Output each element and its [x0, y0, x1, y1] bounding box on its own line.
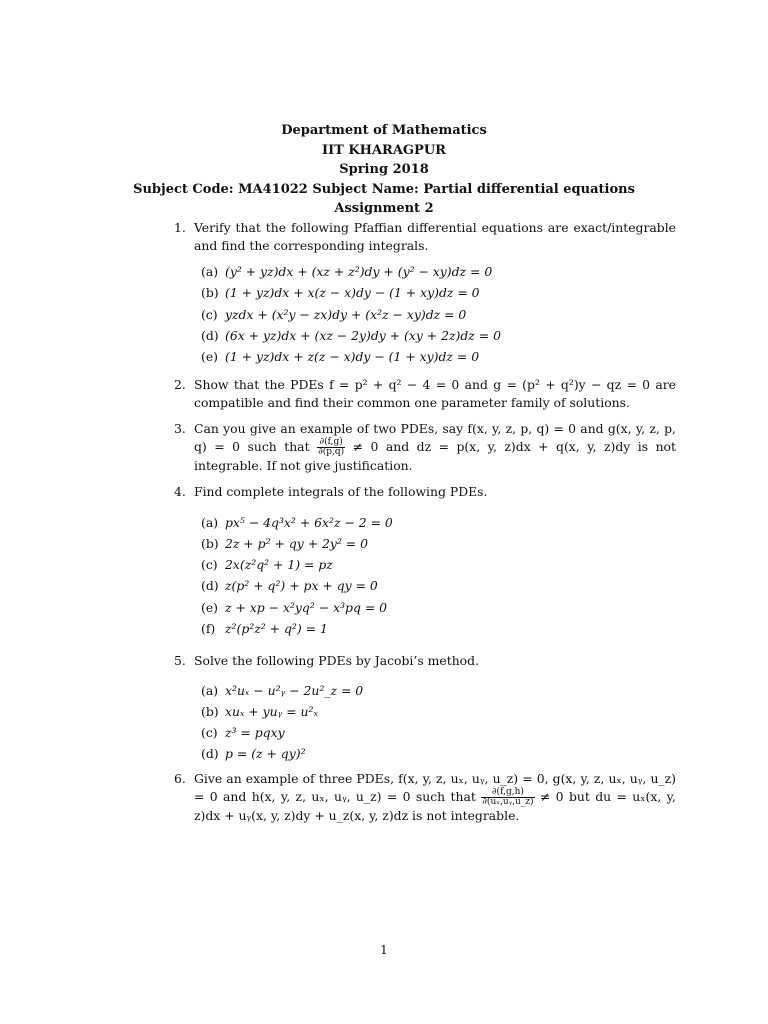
- list-item: [201, 282, 676, 303]
- part-equation: z + xp − x²yq² − x³pq = 0: [225, 599, 388, 615]
- part-label: (d): [201, 578, 219, 594]
- part-label: (a): [201, 264, 219, 279]
- question-number: 5.: [174, 653, 186, 668]
- question-number: 2.: [174, 377, 186, 392]
- part-equation: (1 + yz)dx + x(z − x)dy − (1 + xy)dz = 0: [225, 285, 480, 301]
- question-3: [174, 420, 676, 474]
- part-label: (b): [201, 535, 219, 551]
- fraction-denominator: ∂(p,q): [318, 446, 345, 457]
- part-label: (a): [201, 514, 219, 530]
- question-2: [174, 376, 676, 411]
- list-item: [201, 618, 676, 639]
- part-label: (c): [201, 725, 218, 741]
- institute-title: IIT KHARAGPUR: [322, 142, 446, 158]
- part-equation: 2x(z²q² + 1) = pz: [225, 557, 333, 573]
- list-item: [201, 346, 676, 367]
- part-equation: z(p² + q²) + px + qy = 0: [225, 578, 378, 594]
- list-item: [201, 597, 676, 618]
- term-title: Spring 2018: [339, 162, 429, 177]
- list-item: [201, 261, 676, 282]
- assignment-title: Assignment 2: [334, 201, 434, 216]
- question-text: [194, 420, 676, 474]
- question-text: Solve the following PDEs by Jacobi’s method.: [194, 653, 480, 668]
- fraction-denominator: ∂(uₓ,uᵧ,u_z): [482, 796, 534, 807]
- list-item: [201, 325, 676, 346]
- list-item: [201, 575, 676, 596]
- part-label: (c): [201, 306, 218, 322]
- question-text: Find complete integrals of the following PDEs.: [194, 484, 488, 499]
- part-equation: yzdx + (x²y − zx)dy + (x²z − xy)dz = 0: [225, 306, 467, 322]
- question-number: 6.: [174, 771, 186, 786]
- part-label: (b): [201, 703, 219, 719]
- page-number: 1: [380, 943, 388, 957]
- part-equation: xuₓ + yuᵧ = u²ₓ: [225, 703, 318, 719]
- department-title: Department of Mathematics: [281, 123, 487, 138]
- question-4: [174, 483, 676, 639]
- list-item: [201, 533, 676, 554]
- question-6: [174, 770, 676, 824]
- question-number: 1.: [174, 220, 186, 235]
- question-number: 3.: [174, 421, 186, 436]
- part-label: (d): [201, 746, 219, 762]
- question-text: Verify that the following Pfaffian differential equations are exact/integrable and find the corresponding integrals.: [194, 220, 676, 253]
- list-item: [201, 701, 676, 722]
- question-parts: [201, 512, 676, 640]
- part-equation: z²(p²z² + q²) = 1: [225, 620, 328, 636]
- list-item: [201, 680, 676, 701]
- question-1: [174, 219, 676, 367]
- question-text-after: ≠ 0 and dz = p(x, y, z)dx + q(x, y, z)dy is not integrable. If not give justification.: [194, 438, 676, 473]
- part-label: (c): [201, 557, 218, 573]
- question-parts: [201, 261, 676, 367]
- list-item: [201, 743, 676, 764]
- question-text: Show that the PDEs f = p² + q² − 4 = 0 and g = (p² + q²)y − qz = 0 are compatible and find their common one parameter family of solutions.: [194, 377, 676, 410]
- question-text-before: Give an example of three PDEs, f(x, y, z, uₓ, uᵧ, u_z) = 0, g(x, y, z, uₓ, uᵧ, u_z) = 0 and h(x, y, z, uₓ, uᵧ, u_z) = 0 such that: [194, 771, 676, 804]
- part-equation: (6x + yz)dx + (xz − 2y)dy + (xy + 2z)dz = 0: [225, 327, 501, 343]
- list-item: [201, 304, 676, 325]
- jacobian-fraction: [481, 788, 534, 807]
- question-parts: [201, 680, 676, 765]
- question-number: 4.: [174, 484, 186, 499]
- question-text: [194, 770, 676, 824]
- part-label: (e): [201, 599, 219, 615]
- question-text-after: ≠ 0 but du = uₓ(x, y, z)dx + uᵧ(x, y, z)dy + u_z(x, y, z)dz is not integrable.: [194, 788, 676, 823]
- part-equation: (1 + yz)dx + z(z − x)dy − (1 + xy)dz = 0: [225, 349, 480, 365]
- fraction-numerator: ∂(f,g,h): [481, 788, 534, 798]
- subject-title: Subject Code: MA41022 Subject Name: Partial differential equations: [133, 181, 635, 197]
- part-equation: p = (z + qy)²: [225, 746, 306, 762]
- jacobian-fraction: [317, 438, 345, 457]
- part-equation: px⁵ − 4q³x² + 6x²z − 2 = 0: [225, 514, 393, 530]
- part-label: (f): [201, 620, 216, 636]
- question-5: [174, 652, 676, 765]
- part-label: (d): [201, 327, 219, 343]
- part-equation: z³ = pqxy: [225, 725, 285, 741]
- fraction-numerator: ∂(f,g): [317, 438, 345, 448]
- part-label: (a): [201, 682, 219, 698]
- list-item: [201, 554, 676, 575]
- document-header: [0, 121, 768, 219]
- part-equation: 2z + p² + qy + 2y² = 0: [225, 535, 369, 551]
- part-equation: x²uₓ − u²ᵧ − 2u²_z = 0: [225, 682, 364, 698]
- list-item: [201, 512, 676, 533]
- part-equation: (y² + yz)dx + (xz + z²)dy + (y² − xy)dz = 0: [225, 264, 493, 279]
- part-label: (e): [201, 349, 219, 365]
- part-label: (b): [201, 285, 219, 301]
- question-text-before: Can you give an example of two PDEs, say f(x, y, z, p, q) = 0 and g(x, y, z, p, q) = 0 such that: [194, 421, 676, 454]
- list-item: [201, 722, 676, 743]
